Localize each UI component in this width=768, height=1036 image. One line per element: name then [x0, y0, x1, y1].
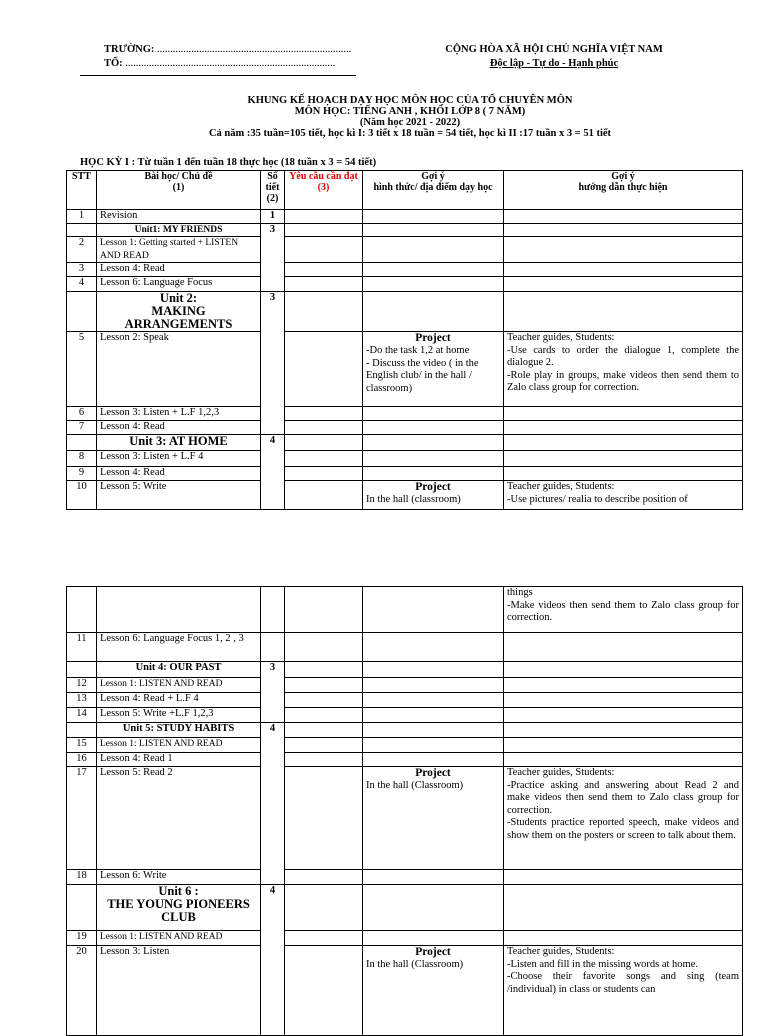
table-row: 15 Lesson 1: LISTEN AND READ — [67, 738, 743, 753]
country-name: CỘNG HÒA XÃ HỘI CHỦ NGHĨA VIỆT NAM — [445, 44, 663, 55]
table-row: 8 Lesson 3: Listen + L.F 4 — [67, 451, 743, 467]
col-requirements: Yêu cầu cần đạt (3) — [285, 171, 363, 210]
table-row: 19 Lesson 1: LISTEN AND READ — [67, 931, 743, 946]
school-dots: .......................................................................... — [156, 44, 352, 55]
table-row: 5 Lesson 2: Speak Project -Do the task 1,2 at home - Discuss the video ( in the English club/ in the hall / classroom) Teacher guides, Students: -Use cards to order the dialogue 1, complete the dialogue 2. -Role play in groups, make videos then send them to Zalo class group for correction. — [67, 332, 743, 407]
col-guide: Gợi ý hướng dẫn thực hiện — [504, 171, 743, 210]
continued-row: things -Make videos then send them to Zalo class group for correction. — [67, 587, 743, 633]
group-dots: ................................................................................ — [125, 58, 336, 69]
unit-row: Unit 6 : THE YOUNG PIONEERS CLUB 4 — [67, 885, 743, 931]
title-line-3: (Năm học 2021 - 2022) — [359, 117, 461, 128]
col-lesson: Bài học/ Chủ đề (1) — [97, 171, 261, 210]
unit-row: Unit 2: MAKING ARRANGEMENTS 3 — [67, 292, 743, 332]
motto: Độc lập - Tự do - Hạnh phúc — [489, 58, 619, 69]
table-row: 6 Lesson 3: Listen + L.F 1,2,3 — [67, 407, 743, 421]
table-header-row — [67, 171, 743, 210]
title-line-2: MÔN HỌC: TIẾNG ANH , KHỐI LỚP 8 ( 7 NĂM) — [294, 106, 526, 117]
national-header — [416, 43, 692, 71]
table-row: 16 Lesson 4: Read 1 — [67, 753, 743, 767]
table-row: 10 Lesson 5: Write Project In the hall (classroom) Teacher guides, Students: -Use pictures/ realia to describe position of — [67, 481, 743, 510]
unit-row: Unit1: MY FRIENDS 3 — [67, 223, 743, 237]
table-row: 9 Lesson 4: Read — [67, 467, 743, 481]
table-row: 11 Lesson 6: Language Focus 1, 2 , 3 — [67, 633, 743, 662]
semester-heading: HỌC KỲ I : Từ tuần 1 đến tuần 18 thực học (18 tuần x 3 = 54 tiết) — [80, 157, 377, 168]
document-titles — [150, 95, 670, 139]
col-stt: STT — [67, 171, 97, 210]
table-row: 17 Lesson 5: Read 2 Project In the hall (Classroom) Teacher guides, Students: -Practice asking and answering about Read 2 and make videos then send them to Zalo class group for correction. -Students practice reported speech, make videos and show them on the posters or screen to talk about them. — [67, 767, 743, 870]
table-row: 14 Lesson 5: Write +L.F 1,2,3 — [67, 708, 743, 723]
title-line-1: KHUNG KẾ HOẠCH DẠY HỌC MÔN HỌC CỦA TỔ CHUYÊN MÔN — [247, 95, 573, 106]
plan-table-part-2 — [66, 586, 743, 1036]
table-row: 4 Lesson 6: Language Focus — [67, 277, 743, 292]
school-header — [104, 43, 351, 71]
table-row: 3 Lesson 4: Read — [67, 263, 743, 277]
group-label: TỔ: — [104, 58, 123, 69]
table-row: 18 Lesson 6: Write — [67, 870, 743, 885]
table-row: 7 Lesson 4: Read — [67, 421, 743, 435]
plan-table-part-1 — [66, 170, 743, 510]
title-line-4: Cả năm :35 tuần=105 tiết, học kì I: 3 tiết x 18 tuần = 54 tiết, học kì II :17 tuần x 3 = 51 tiết — [208, 128, 612, 139]
table-row: 13 Lesson 4: Read + L.F 4 — [67, 693, 743, 708]
unit-row: Unit 3: AT HOME 4 — [67, 435, 743, 451]
school-label: TRƯỜNG: — [104, 44, 155, 55]
table-row: 1 Revision 1 — [67, 210, 743, 224]
table-row: 20 Lesson 3: Listen Project In the hall (Classroom) Teacher guides, Students: -Listen and fill in the missing words at home. -Choose their favorite songs and sing (team /individual) in class or students can — [67, 946, 743, 1036]
col-form: Gợi ý hình thức/ địa điểm dạy học — [363, 171, 504, 210]
unit-row: Unit 4: OUR PAST 3 — [67, 662, 743, 678]
unit-row: Unit 5: STUDY HABITS 4 — [67, 723, 743, 738]
table-row: 2 Lesson 1: Getting started + LISTEN AND READ — [67, 237, 743, 263]
col-periods: Số tiết (2) — [261, 171, 285, 210]
table-row: 12 Lesson 1: LISTEN AND READ — [67, 678, 743, 693]
header-divider — [80, 75, 356, 76]
